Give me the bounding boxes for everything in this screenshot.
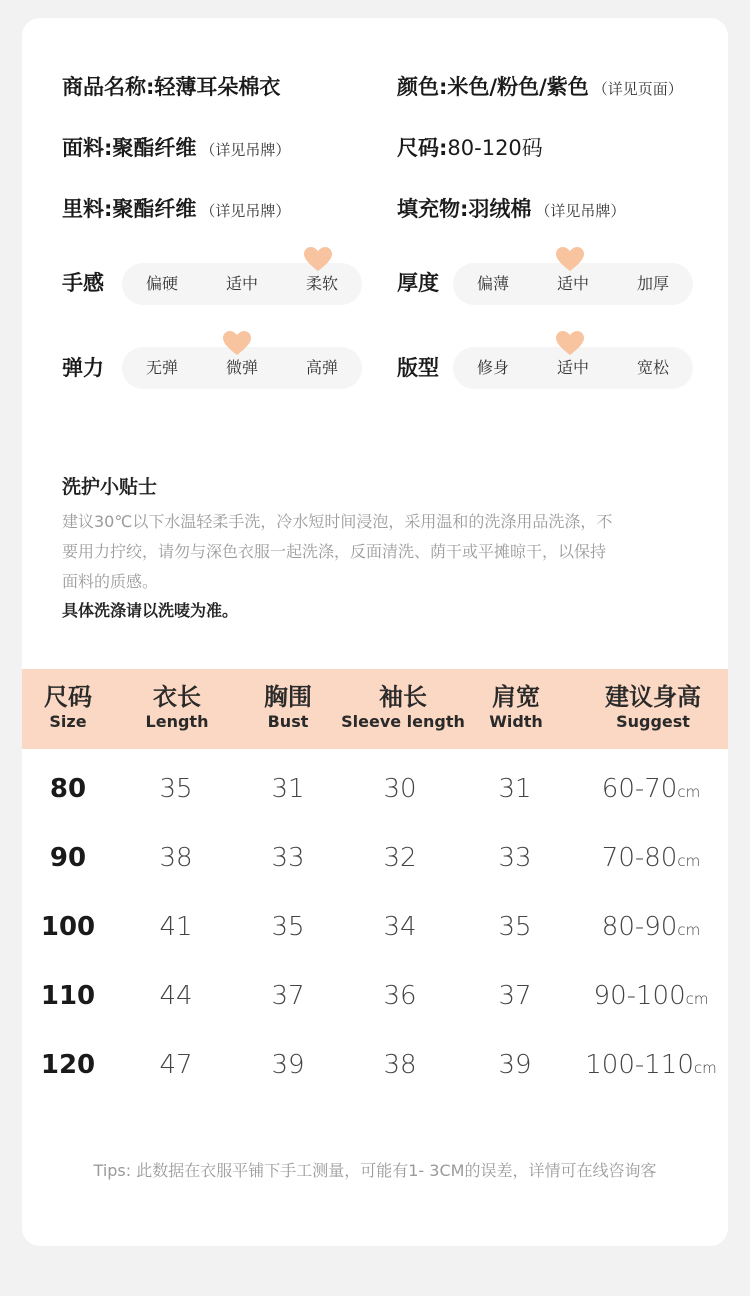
scale-elasticity-option-selected: 微弹 — [225, 358, 258, 377]
header-en: Size — [49, 712, 87, 731]
product-fabric — [62, 138, 290, 159]
header-en: Suggest — [616, 712, 690, 731]
table-cell-height — [594, 981, 709, 1011]
header-bust — [264, 669, 312, 733]
table-cell-sleeve: 32 — [383, 843, 417, 873]
heart-icon — [222, 330, 252, 356]
header-en: Bust — [267, 712, 309, 731]
header-en: Sleeve length — [341, 712, 465, 731]
product-lining-note: （详见吊牌） — [200, 202, 291, 220]
header-suggest-height — [605, 669, 701, 733]
scale-fit-option-selected: 适中 — [556, 358, 589, 377]
scale-feel-option: 适中 — [225, 274, 258, 293]
product-filling-value: 羽绒棉 — [468, 197, 532, 221]
height-value: 60-70 — [601, 774, 678, 804]
scale-thickness-option: 加厚 — [636, 274, 669, 293]
care-note: 具体洗涤请以洗唛为准。 — [62, 601, 239, 620]
table-cell-sleeve: 36 — [383, 981, 417, 1011]
table-cell-sleeve: 30 — [383, 774, 417, 804]
heart-icon — [303, 246, 333, 272]
heart-icon — [555, 246, 585, 272]
height-unit: cm — [685, 990, 709, 1008]
product-size-label: 尺码: — [397, 136, 448, 160]
care-line: 建议30℃以下水温轻柔手洗，冷水短时间浸泡，采用温和的洗涤用品洗涤，不 — [62, 512, 613, 531]
table-cell-length: 38 — [159, 843, 193, 873]
table-cell-size: 120 — [40, 1050, 96, 1080]
header-cn: 建议身高 — [605, 683, 701, 711]
product-lining-value: 聚酯纤维 — [112, 197, 197, 221]
header-en: Width — [489, 712, 543, 731]
scale-feel-option: 偏硬 — [145, 274, 178, 293]
scale-label-elasticity: 弹力 — [62, 356, 104, 380]
scale-label-fit: 版型 — [397, 356, 439, 380]
table-cell-length: 41 — [159, 912, 193, 942]
table-cell-width: 35 — [498, 912, 532, 942]
product-fabric-note: （详见吊牌） — [200, 141, 291, 159]
product-fabric-value: 聚酯纤维 — [112, 136, 197, 160]
table-cell-size: 80 — [49, 774, 87, 804]
care-line: 面料的质感。 — [62, 572, 159, 591]
table-cell-width: 33 — [498, 843, 532, 873]
product-size — [397, 138, 543, 159]
product-name-label: 商品名称: — [62, 75, 155, 99]
table-cell-width: 31 — [498, 774, 532, 804]
height-value: 80-90 — [601, 912, 678, 942]
height-value: 70-80 — [601, 843, 678, 873]
height-value: 100-110 — [585, 1050, 694, 1080]
size-table-header — [22, 669, 728, 749]
height-unit: cm — [693, 1059, 717, 1077]
scale-label-thickness: 厚度 — [397, 271, 439, 295]
table-cell-bust: 39 — [271, 1050, 305, 1080]
header-length — [146, 669, 209, 733]
table-cell-length: 44 — [159, 981, 193, 1011]
table-cell-bust: 35 — [271, 912, 305, 942]
scale-fit-option: 修身 — [476, 358, 509, 377]
table-cell-sleeve: 34 — [383, 912, 417, 942]
header-width — [489, 669, 543, 733]
scale-thickness-option: 偏薄 — [476, 274, 509, 293]
care-instructions — [62, 507, 702, 597]
table-cell-length: 35 — [159, 774, 193, 804]
product-size-value: 80-120码 — [447, 136, 543, 160]
table-cell-size: 110 — [40, 981, 96, 1011]
table-cell-width: 39 — [498, 1050, 532, 1080]
header-cn: 肩宽 — [492, 683, 540, 711]
table-cell-sleeve: 38 — [383, 1050, 417, 1080]
header-cn: 衣长 — [153, 683, 201, 711]
table-cell-bust: 31 — [271, 774, 305, 804]
care-title: 洗护小贴士 — [62, 476, 158, 498]
product-color-value: 米色/粉色/紫色 — [447, 75, 589, 99]
height-value: 90-100 — [593, 981, 686, 1011]
table-cell-height — [602, 912, 700, 942]
table-cell-size: 90 — [49, 843, 87, 873]
scale-elasticity-option: 高弹 — [305, 358, 338, 377]
header-size — [44, 669, 92, 733]
product-name-value: 轻薄耳朵棉衣 — [154, 75, 281, 99]
product-color-note: （详见页面） — [592, 80, 683, 98]
scale-fit-option: 宽松 — [636, 358, 669, 377]
table-cell-height — [585, 1050, 717, 1080]
product-filling — [397, 199, 625, 220]
scale-thickness-option-selected: 适中 — [556, 274, 589, 293]
care-line: 要用力拧绞，请勿与深色衣服一起洗涤，反面清洗、荫干或平摊晾干，以保持 — [62, 542, 607, 561]
table-cell-length: 47 — [159, 1050, 193, 1080]
table-cell-width: 37 — [498, 981, 532, 1011]
scale-feel-option-selected: 柔软 — [305, 274, 338, 293]
heart-icon — [555, 330, 585, 356]
table-cell-bust: 33 — [271, 843, 305, 873]
header-sleeve — [341, 669, 465, 733]
header-cn: 尺码 — [44, 683, 92, 711]
table-cell-size: 100 — [40, 912, 96, 942]
scale-label-feel: 手感 — [62, 271, 104, 295]
height-unit: cm — [677, 783, 701, 801]
product-color — [397, 77, 683, 98]
product-fabric-label: 面料: — [62, 136, 113, 160]
product-name — [62, 77, 280, 98]
height-unit: cm — [677, 852, 701, 870]
table-cell-height — [602, 774, 700, 804]
product-filling-label: 填充物: — [397, 197, 469, 221]
product-color-label: 颜色: — [397, 75, 448, 99]
product-lining — [62, 199, 290, 220]
measurement-tips: Tips: 此数据在衣服平铺下手工测量，可能有1- 3CM的误差，详情可在线咨询客 — [93, 1161, 657, 1180]
scale-elasticity-option: 无弹 — [145, 358, 178, 377]
table-cell-height — [602, 843, 700, 873]
header-en: Length — [145, 712, 209, 731]
product-lining-label: 里料: — [62, 197, 113, 221]
product-filling-note: （详见吊牌） — [535, 202, 626, 220]
header-cn: 胸围 — [264, 683, 312, 711]
header-cn: 袖长 — [379, 683, 427, 711]
table-cell-bust: 37 — [271, 981, 305, 1011]
height-unit: cm — [677, 921, 701, 939]
